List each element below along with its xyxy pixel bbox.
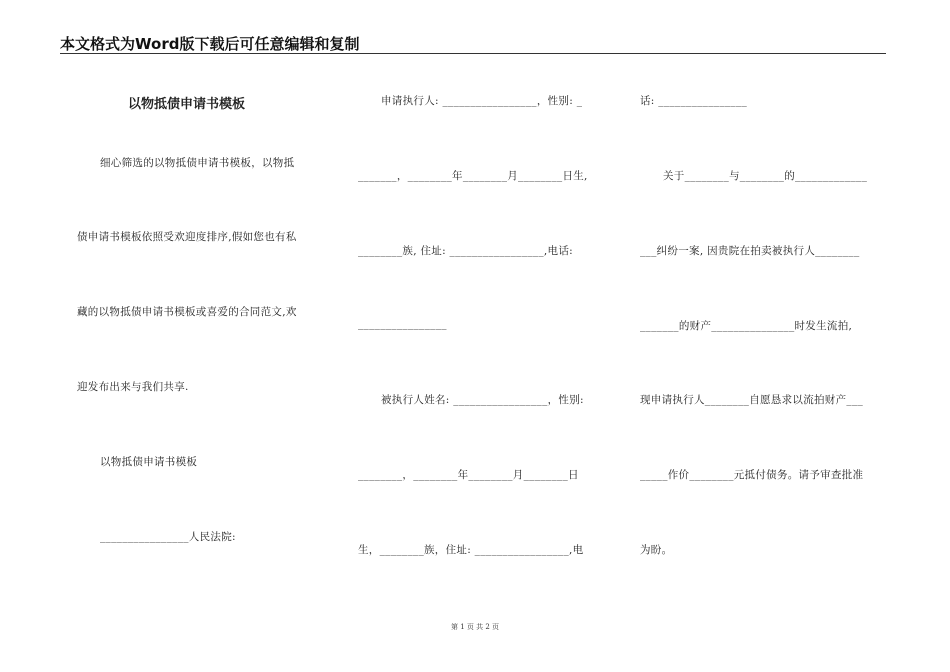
col3-line-7: 为盼。 bbox=[640, 544, 673, 556]
col1-line-6: ________________人民法院: bbox=[100, 531, 236, 543]
col3-line-3: ___纠纷一案, 因贵院在拍卖被执行人________ bbox=[640, 245, 860, 257]
col2-line-5: 被执行人姓名: _________________，性别: bbox=[381, 394, 584, 406]
col1-line-5: 以物抵债申请书模板 bbox=[100, 456, 198, 468]
header-divider bbox=[60, 53, 886, 54]
col1-line-3: 藏的以物抵债申请书模板或喜爱的合同范文,欢 bbox=[77, 306, 297, 318]
col2-line-4: ________________ bbox=[358, 318, 447, 330]
col3-line-2: 关于________与________的_____________ bbox=[663, 170, 868, 182]
col3-line-6: _____作价________元抵付债务。请予审查批准 bbox=[640, 469, 864, 481]
col3-line-5: 现申请执行人________自愿恳求以流拍财产___ bbox=[640, 394, 864, 406]
col2-line-6: ________，________年________月________日 bbox=[358, 469, 579, 481]
col3-line-4: _______的财产_______________时发生流拍, bbox=[640, 320, 853, 332]
col1-line-4: 迎发布出来与我们共享. bbox=[77, 381, 189, 393]
page-number: 第 1 页 共 2 页 bbox=[450, 623, 500, 631]
col2-line-1: 申请执行人: _________________，性别: _ bbox=[381, 95, 583, 107]
col2-line-3: ________族, 住址: _________________,电话: bbox=[358, 245, 573, 257]
header-title: 本文格式为Word版下载后可任意编辑和复制 bbox=[60, 35, 360, 53]
col3-line-1: 话: ________________ bbox=[640, 95, 748, 107]
document-title: 以物抵债申请书模板 bbox=[128, 97, 246, 112]
col1-line-1: 细心筛选的以物抵债申请书模板，以物抵 bbox=[100, 157, 295, 169]
col2-line-7: 生，________族，住址: _________________,电 bbox=[358, 544, 584, 556]
col2-line-2: _______，________年________月________日生, bbox=[358, 170, 588, 182]
col1-line-2: 债申请书模板依照受欢迎度排序,假如您也有私 bbox=[77, 231, 297, 243]
